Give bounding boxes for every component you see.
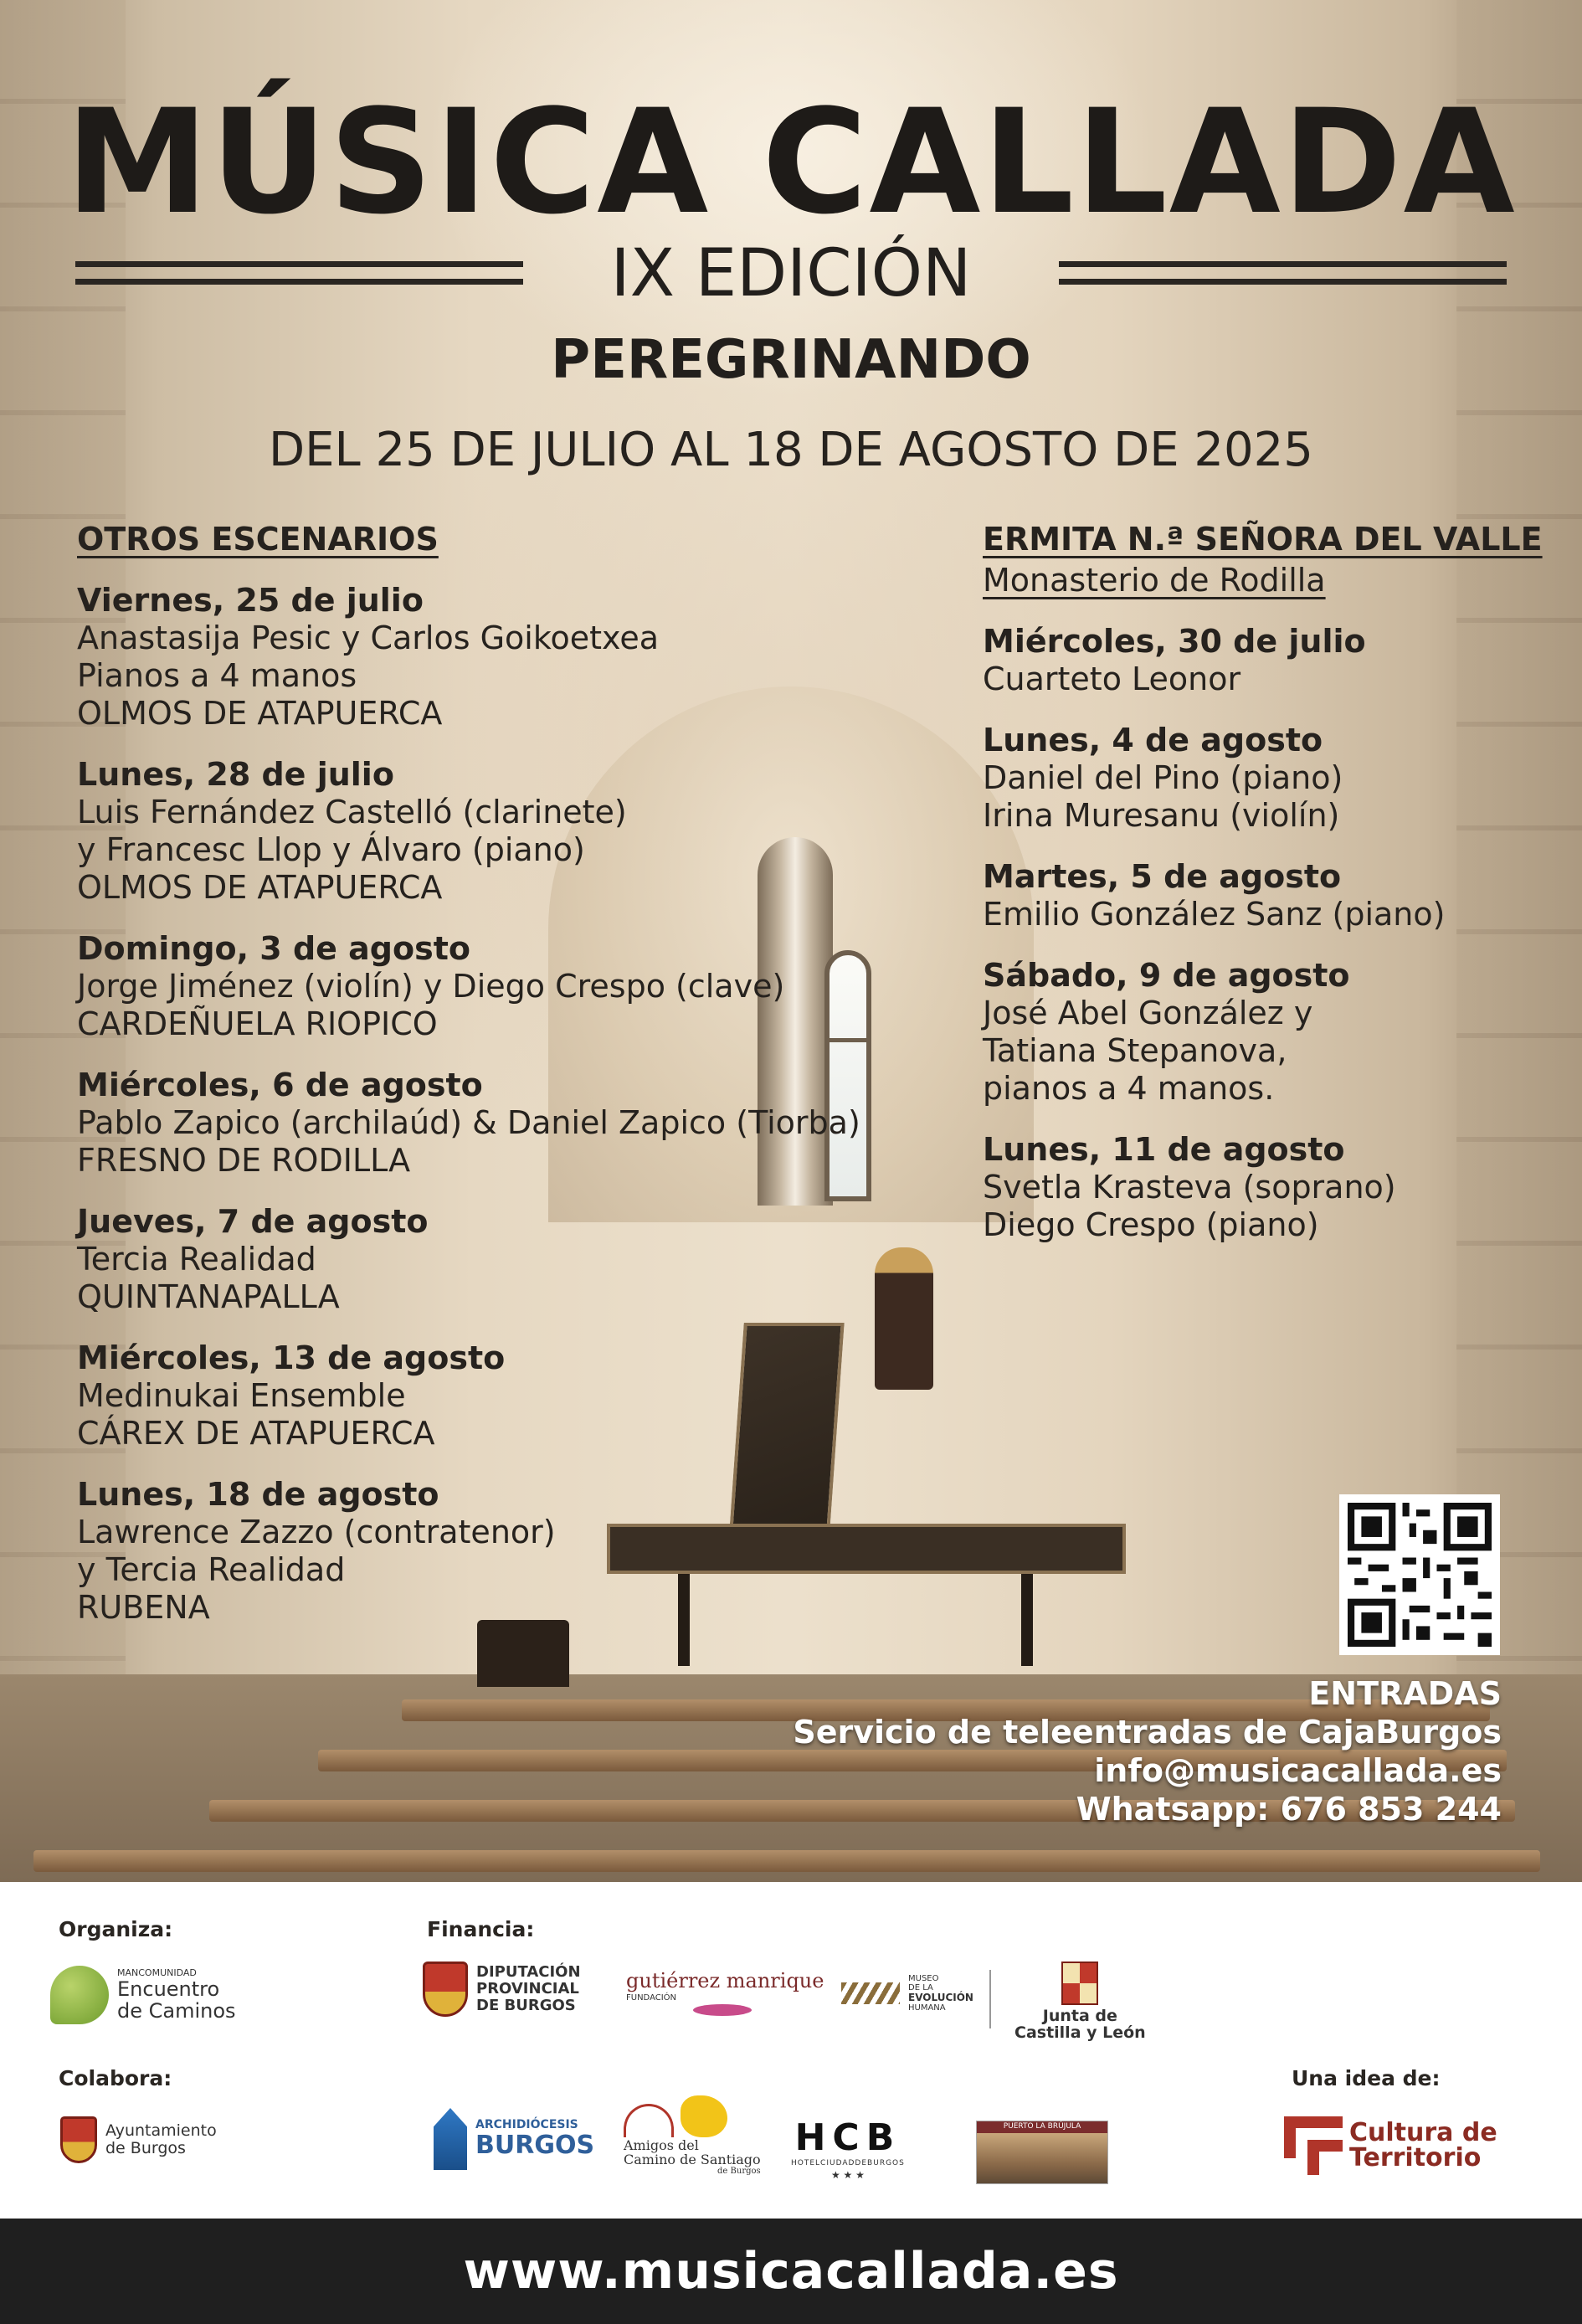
logo-cultura-territorio [1284, 2116, 1497, 2175]
event-line: José Abel González y [983, 995, 1313, 1031]
event-line: Tatiana Stepanova, [983, 1032, 1287, 1069]
event [77, 756, 914, 907]
event [77, 1203, 914, 1316]
event-date: Sábado, 9 de agosto [983, 957, 1350, 994]
logo-divider [989, 1970, 991, 2028]
logo-name-line: de Caminos [117, 1999, 236, 2023]
colabora-label: Colabora: [59, 2066, 172, 2090]
idea-label: Una idea de: [1292, 2066, 1441, 2090]
event [983, 722, 1569, 835]
logo-amigos-camino [624, 2095, 761, 2176]
event-place: OLMOS DE ATAPUERCA [77, 695, 443, 732]
event [983, 1131, 1569, 1244]
logo-name: HCB [794, 2116, 901, 2159]
logo-text [908, 1974, 973, 2013]
landscape-photo [977, 2133, 1107, 2183]
qr-code-icon [1348, 1503, 1492, 1647]
venue-subheading: Monasterio de Rodilla [983, 562, 1326, 599]
logo-line: de Burgos [717, 2166, 761, 2176]
logo-line: EVOLUCIÓN [908, 1992, 973, 2003]
logo-line: Camino de Santiago [624, 2151, 761, 2167]
event-place: RUBENA [77, 1589, 210, 1626]
tickets-info [793, 1674, 1502, 1828]
event [983, 858, 1569, 933]
logo-name: PUERTO LA BRÚJULA [977, 2121, 1107, 2133]
event-date: Viernes, 25 de julio [77, 582, 424, 619]
event-date: Miércoles, 30 de julio [983, 623, 1366, 660]
event-line: Daniel del Pino (piano) [983, 759, 1343, 796]
logo-text [1349, 2118, 1497, 2172]
logo-line: Junta de [1042, 2007, 1117, 2025]
harpsichord-leg [1021, 1574, 1033, 1666]
tickets-email-link[interactable]: info@musicacallada.es [1094, 1752, 1502, 1789]
swoosh-icon [693, 2004, 752, 2016]
logo-puerto-brujula [976, 2121, 1108, 2184]
logo-sub: HOTELCIUDADDEBURGOS [791, 2159, 905, 2168]
event-line: Anastasija Pesic y Carlos Goikoetxea [77, 620, 660, 656]
event-date: Lunes, 28 de julio [77, 756, 394, 793]
cultura-territorio-mark-icon [1284, 2116, 1343, 2175]
festival-dates: DEL 25 DE JULIO AL 18 DE AGOSTO DE 2025 [269, 423, 1313, 477]
logo-line: MUSEO [908, 1974, 939, 1983]
logo-archidiocesis [434, 2108, 594, 2170]
event-line: Pianos a 4 manos [77, 657, 357, 694]
logo-hcb [791, 2118, 905, 2181]
edition-label: IX EDICIÓN [610, 236, 972, 311]
logo-line: DE BURGOS [476, 1996, 576, 2014]
logo-sub: FUNDACIÓN [626, 1993, 677, 2003]
logo-line: Territorio [1349, 2143, 1482, 2172]
edition-row [75, 236, 1507, 311]
logo-ayuntamiento-burgos [60, 2116, 217, 2163]
event [983, 623, 1569, 698]
event-line: Pablo Zapico (archilaúd) & Daniel Zapico (Tiorba) [77, 1104, 860, 1141]
hotel-stars: ★ ★ ★ [830, 2169, 865, 2182]
sponsors-band [0, 1882, 1582, 2219]
logo-text [475, 2119, 594, 2159]
shield-icon [60, 2116, 97, 2163]
shell-icon [681, 2095, 727, 2137]
event-place: QUINTANAPALLA [77, 1278, 340, 1315]
program-right-column [983, 521, 1569, 1244]
logo-line: de Burgos [105, 2139, 186, 2157]
logo-line: DE LA [908, 1983, 933, 1992]
event-date: Lunes, 18 de agosto [77, 1476, 439, 1513]
logo-text [105, 2122, 217, 2157]
venue-heading-ermita: ERMITA N.ª SEÑORA DEL VALLE [983, 521, 1543, 558]
logo-text [1014, 2008, 1146, 2042]
logo-gutierrez-manrique [626, 1970, 824, 2016]
organiza-label: Organiza: [59, 1917, 173, 1941]
tickets-title: ENTRADAS [1308, 1675, 1502, 1712]
event-line: pianos a 4 manos. [983, 1070, 1275, 1107]
tickets-service: Servicio de teleentradas de CajaBurgos [793, 1714, 1502, 1751]
logo-line: ARCHIDIÓCESIS [475, 2117, 578, 2131]
logo-line: Ayuntamiento [105, 2121, 217, 2141]
event-line: Tercia Realidad [77, 1241, 316, 1278]
leaf-icon [50, 1966, 109, 2024]
logo-line: Castilla y León [1014, 2023, 1146, 2042]
event [77, 1339, 914, 1452]
event-line: y Francesc Llop y Álvaro (piano) [77, 831, 585, 868]
tickets-whatsapp: Whatsapp: 676 853 244 [1076, 1791, 1502, 1828]
logo-name-line: Encuentro [117, 1977, 220, 2001]
event-line: Irina Muresanu (violín) [983, 797, 1340, 834]
logo-line: PROVINCIAL [476, 1980, 579, 1998]
logo-line: DIPUTACIÓN [476, 1963, 581, 1982]
event-line: Diego Crespo (piano) [983, 1206, 1319, 1243]
logo-line: Amigos del [624, 2137, 699, 2153]
logo-text [624, 2139, 761, 2176]
qr-code[interactable] [1339, 1494, 1500, 1655]
event-line: Luis Fernández Castelló (clarinete) [77, 794, 627, 830]
logo-line: BURGOS [475, 2131, 595, 2161]
stool [477, 1620, 569, 1687]
arch-icon [624, 2104, 674, 2137]
event [77, 582, 914, 733]
event-place: CARDEÑUELA RIOPICO [77, 1005, 438, 1042]
logo-diputacion [423, 1962, 581, 2017]
venue-heading-other: OTROS ESCENARIOS [77, 521, 439, 558]
logo-line: HUMANA [908, 2003, 946, 2013]
shield-icon [423, 1962, 468, 2017]
logo-line: Cultura de [1349, 2118, 1497, 2147]
event-place: FRESNO DE RODILLA [77, 1142, 411, 1179]
logo-name: gutiérrez manrique [626, 1969, 824, 1992]
event-place: OLMOS DE ATAPUERCA [77, 869, 443, 906]
logo-encuentro-caminos [50, 1966, 236, 2024]
event-line: y Tercia Realidad [77, 1551, 346, 1588]
event-line: Cuarteto Leonor [983, 661, 1241, 697]
museum-mark-icon [841, 1982, 900, 2004]
edition-subtitle: PEREGRINANDO [551, 329, 1031, 391]
financia-label: Financia: [427, 1917, 535, 1941]
program-left-column [77, 521, 914, 1627]
event-date: Martes, 5 de agosto [983, 858, 1342, 895]
event-line: Jorge Jiménez (violín) y Diego Crespo (clave) [77, 968, 785, 1005]
event-date: Miércoles, 6 de agosto [77, 1067, 483, 1103]
event-place: CÁREX DE ATAPUERCA [77, 1415, 435, 1452]
event-date: Miércoles, 13 de agosto [77, 1339, 506, 1376]
event [983, 957, 1569, 1108]
event-date: Lunes, 4 de agosto [983, 722, 1323, 758]
cathedral-icon [434, 2108, 467, 2170]
footer-website-link[interactable]: www.musicacallada.es [0, 2219, 1582, 2324]
event-line: Emilio González Sanz (piano) [983, 896, 1446, 933]
logo-text [476, 1964, 581, 2013]
event [77, 930, 914, 1043]
event [77, 1067, 914, 1180]
logo-text [117, 1968, 236, 2023]
logo-museo-evolucion [841, 1974, 973, 2013]
event-line: Lawrence Zazzo (contratenor) [77, 1514, 556, 1550]
logo-small-text: MANCOMUNIDAD [117, 1967, 197, 1978]
event-date: Jueves, 7 de agosto [77, 1203, 429, 1240]
coat-of-arms-icon [1061, 1962, 1098, 2005]
festival-title: MÚSICA CALLADA [65, 78, 1517, 246]
pew [33, 1850, 1540, 1872]
event-line: Svetla Krasteva (soprano) [983, 1169, 1396, 1206]
event-date: Domingo, 3 de agosto [77, 930, 471, 967]
decorative-rule-right [1059, 261, 1507, 285]
event [77, 1476, 914, 1627]
logo-junta-castilla-leon [1014, 1962, 1146, 2042]
event-line: Medinukai Ensemble [77, 1377, 406, 1414]
event-date: Lunes, 11 de agosto [983, 1131, 1345, 1168]
